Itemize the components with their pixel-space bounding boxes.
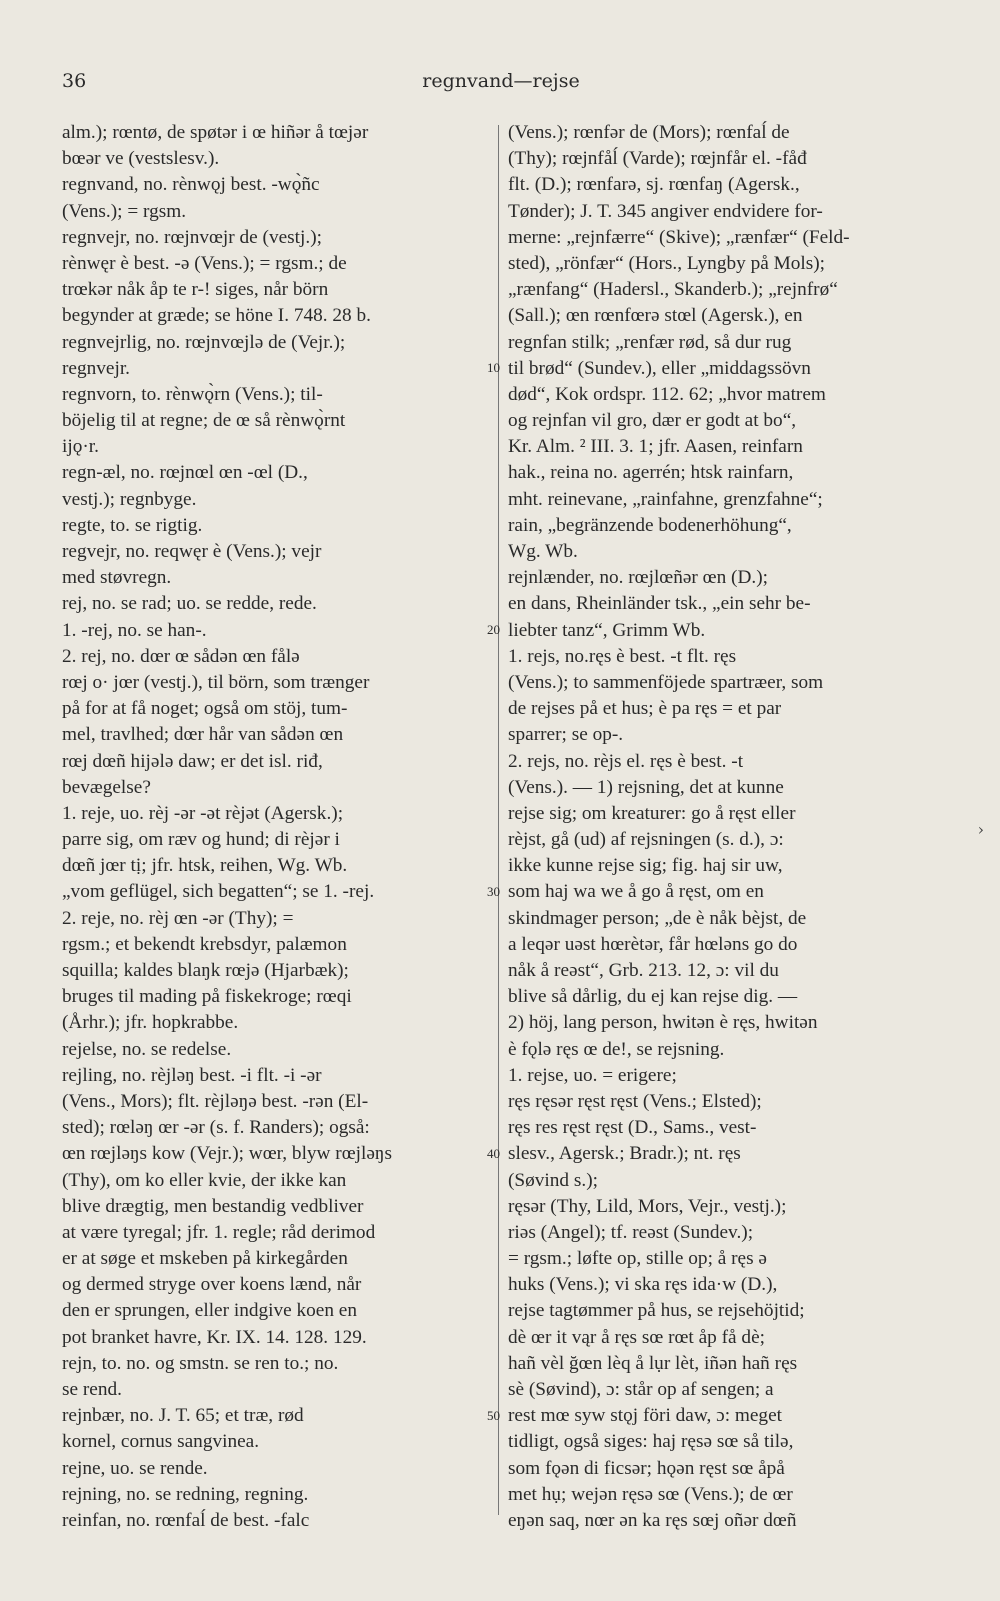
text-line: kornel, cornus sangvinea. [62,1431,260,1453]
text-line: vestj.); regnbyge. [62,488,197,510]
text-line: merne: „rejnfærre“ (Skive); „rænfær“ (Feld- [508,226,850,248]
text-line: regte, to. se rigtig. [62,514,203,536]
text-line: at være tyregal; jfr. 1. regle; råd derimod [62,1221,376,1243]
text-line: rejelse, no. se redelse. [62,1038,232,1060]
text-line: blive drægtig, men bestandig vedbliver [62,1195,364,1217]
text-line: til brød“ (Sundev.), eller „middagssövn [508,357,811,379]
text-line: på for at få noget; også om stöj, tum- [62,698,348,720]
text-line: (Århr.); jfr. hopkrabbe. [62,1012,239,1034]
text-line: 1. rejs, no.ręs è best. -t flt. ręs [508,645,737,667]
right-column [508,120,928,1534]
text-line: parre sig, om ræv og hund; di rèjər i [62,829,340,851]
text-line: ikke kunne rejse sig; fig. haj sir uw, [508,855,783,877]
text-line: riəs (Angel); tf. reəst (Sundev.); [508,1221,754,1243]
text-line: Tønder); J. T. 345 angiver endvidere for- [508,200,823,222]
text-line: huks (Vens.); vi ska ręs ida·w (D.), [508,1274,778,1296]
text-line: begynder at græde; se höne I. 748. 28 b. [62,305,371,327]
text-line: 2. rejs, no. rèjs el. ręs è best. -t [508,750,744,772]
line-number: 40 [487,1145,500,1161]
page-header [62,70,940,100]
text-line: sè (Søvind), ɔ: står op af sengen; a [508,1379,774,1400]
text-line: nåk å reəst“, Grb. 213. 12, ɔ: vil du [508,960,779,981]
line-number: 10 [487,359,500,375]
text-line: regnfan stilk; „renfær rød, så dur rug [508,331,792,353]
text-line: hañ vèl ğœn lèq å lụr lèt, iñən hañ ręs [508,1352,798,1374]
text-line: (Vens., Mors); flt. rèjləŋə best. -rən (El- [62,1090,369,1112]
text-line: regn-æl, no. rœjnœl œn -œl (D., [62,462,308,484]
text-line: er at søge et mskeben på kirkegården [62,1248,348,1270]
text-line: a leqər uəst hœrètər, får hœləns go do [508,933,798,955]
text-line: reinfan, no. rœnfaĺ de best. -falc [62,1509,310,1531]
text-line: rèjst, gå (ud) af rejsningen (s. d.), ɔ: [508,829,784,851]
text-line: met hụ; wejən ręsə sœ (Vens.); de œr [508,1483,793,1505]
text-line: bevægelse? [62,776,151,798]
text-line: (Thy); rœjnfåĺ (Varde); rœjnfår el. -fåđ [508,148,807,170]
text-line: regnvejrlig, no. rœjnvœjlə de (Vejr.); [62,331,346,353]
text-line: rejnbær, no. J. T. 65; et træ, rød [62,1405,304,1427]
text-line: mht. reinevane, „rainfahne, grenzfahne“; [508,488,823,510]
line-number: 20 [487,621,500,637]
text-line: 1. -rej, no. se han-. [62,619,207,641]
text-line: og dermed stryge over koens lænd, når [62,1274,362,1296]
text-line: (Vens.). — 1) rejsning, det at kunne [508,776,784,798]
text-line: rejne, uo. se rende. [62,1457,208,1479]
text-line: bœər ve (vestslesv.). [62,148,220,170]
text-line: (Thy), om ko eller kvie, der ikke kan [62,1169,347,1191]
text-line: rain, „begränzende bodenerhöhung“, [508,514,792,536]
text-line: rest mœ syw stǫj föri daw, ɔ: meget [508,1405,782,1427]
text-line: „rænfang“ (Hadersl., Skanderb.); „rejnfrø“ [508,279,838,301]
text-line: rejse tagtømmer på hus, se rejsehöjtid; [508,1300,805,1322]
text-line: og rejnfan vil gro, dær er godt at bo“, [508,410,797,432]
text-line: den er sprungen, eller indgive koen en [62,1300,358,1322]
text-line: sparrer; se op-. [508,724,624,746]
text-line: se rend. [62,1379,122,1400]
text-line: böjelig til at regne; de œ så rènwǫ̀rnt [62,410,346,432]
text-line: squilla; kaldes blaŋk rœjə (Hjarbæk); [62,960,349,981]
text-line: è fǫlə ręs œ de!, se rejsning. [508,1038,725,1060]
text-line: som haj wa we å go å ręst, om en [508,881,764,903]
text-line: (Sall.); œn rœnfœrə stœl (Agersk.), en [508,305,803,327]
text-line: ręs res ręst ręst (D., Sams., vest- [508,1117,757,1139]
text-line: sted), „rönfær“ (Hors., Lyngby på Mols); [508,252,826,274]
text-line: hak., reina no. agerrén; htsk rainfarn, [508,462,794,484]
text-line: mel, travlhed; dœr hår van sådən œn [62,724,344,746]
text-line: dè œr it vąr å ręs sœ rœt åp få dè; [508,1326,765,1348]
text-line: rejn, to. no. og smstn. se ren to.; no. [62,1352,339,1374]
text-line: ręs ręsər ręst ręst (Vens.; Elsted); [508,1090,762,1112]
text-line: en dans, Rheinländer tsk., „ein sehr be- [508,593,811,615]
text-line: regnvand, no. rènwǫj best. -wǫ̀ñc [62,174,320,196]
text-line: rej, no. se rad; uo. se redde, rede. [62,593,317,615]
running-head: regnvand—rejse [422,70,580,92]
text-line: de rejses på et hus; è pa ręs = et par [508,698,782,720]
line-number: 50 [487,1407,500,1423]
line-number: 30 [487,883,500,899]
text-line: rejse sig; om kreaturer: go å ręst eller [508,802,796,824]
text-line: pot branket havre, Kr. IX. 14. 128. 129. [62,1326,367,1348]
text-line: alm.); rœntø, de spøtər i œ hiñər å tœjər [62,122,369,143]
text-line: flt. (D.); rœnfarə, sj. rœnfaŋ (Agersk., [508,174,800,196]
edge-mark: › [977,820,984,839]
text-line: liebter tanz“, Grimm Wb. [508,619,706,641]
text-line: = rgsm.; løfte op, stille op; å ręs ə [508,1248,767,1270]
text-line: skindmager person; „de è nåk bèjst, de [508,907,807,929]
text-line: død“, Kok ordspr. 112. 62; „hvor matrem [508,383,826,405]
text-line: regnvejr, no. rœjnvœjr de (vestj.); [62,226,322,248]
text-line: bruges til mading på fiskekroge; rœqi [62,986,352,1008]
text-line: Wg. Wb. [508,541,578,562]
text-line: trœkər nåk åp te r-! siges, når börn [62,279,329,301]
column-divider [498,125,499,1515]
text-line: sted); rœləŋ œr -ər (s. f. Randers); også: [62,1117,370,1139]
text-line: (Vens.); = rgsm. [62,200,187,222]
text-line: 1. reje, uo. rèj -ər -ət rèjət (Agersk.); [62,802,344,824]
text-line: rgsm.; et bekendt krebsdyr, palæmon [62,933,347,955]
text-line: tidligt, også siges: haj ręsə sœ så tilə, [508,1431,794,1453]
text-line: (Vens.); to sammenföjede spartræer, som [508,671,824,693]
text-line: eŋən saq, nœr ən ka ręs sœj oñər dœñ [508,1509,797,1531]
text-line: 2. rej, no. dœr œ sådən œn fålə [62,645,300,667]
text-line: rejning, no. se redning, regning. [62,1483,309,1505]
text-line: regnvejr. [62,357,130,379]
text-line: blive så dårlig, du ej kan rejse dig. — [508,986,798,1008]
text-line: 1. rejse, uo. = erigere; [508,1064,677,1086]
text-line: ręsər (Thy, Lild, Mors, Vejr., vestj.); [508,1195,787,1217]
text-line: 2. reje, no. rèj œn -ər (Thy); = [62,907,294,929]
left-column [62,120,480,1534]
text-line: som fǫən di ficsər; hǫən ręst sœ åpå [508,1457,785,1479]
text-line: rejling, no. rèjləŋ best. -i flt. -i -ər [62,1064,322,1086]
page-number: 36 [62,70,87,92]
text-line: „vom geflügel, sich begatten“; se 1. -rej. [62,881,375,903]
text-line: (Søvind s.); [508,1169,598,1191]
text-line: 2) höj, lang person, hwitən è ręs, hwitən [508,1012,818,1034]
text-line: regnvorn, to. rènwǫ̀rn (Vens.); til- [62,383,323,405]
text-line: rènwęr è best. -ə (Vens.); = rgsm.; de [62,252,347,274]
text-line: ijǫ·r. [62,436,99,458]
text-line: rejnlænder, no. rœjlœñər œn (D.); [508,567,768,589]
text-line: dœñ jœr tị; jfr. htsk, reihen, Wg. Wb. [62,855,348,877]
text-line: Kr. Alm. ² III. 3. 1; jfr. Aasen, reinfarn [508,436,803,458]
text-line: regvejr, no. reqwęr è (Vens.); vejr [62,541,322,562]
text-line: rœj o· jœr (vestj.), til börn, som trænger [62,671,370,693]
text-line: (Vens.); rœnfər de (Mors); rœnfaĺ de [508,122,790,143]
text-line: med støvregn. [62,567,172,589]
text-line: rœj dœñ hijələ daw; er det isl. riđ, [62,750,323,772]
text-line: œn rœjləŋs kow (Vejr.); wœr, blyw rœjləŋs [62,1143,392,1165]
text-line: slesv., Agersk.; Bradr.); nt. ręs [508,1143,741,1165]
